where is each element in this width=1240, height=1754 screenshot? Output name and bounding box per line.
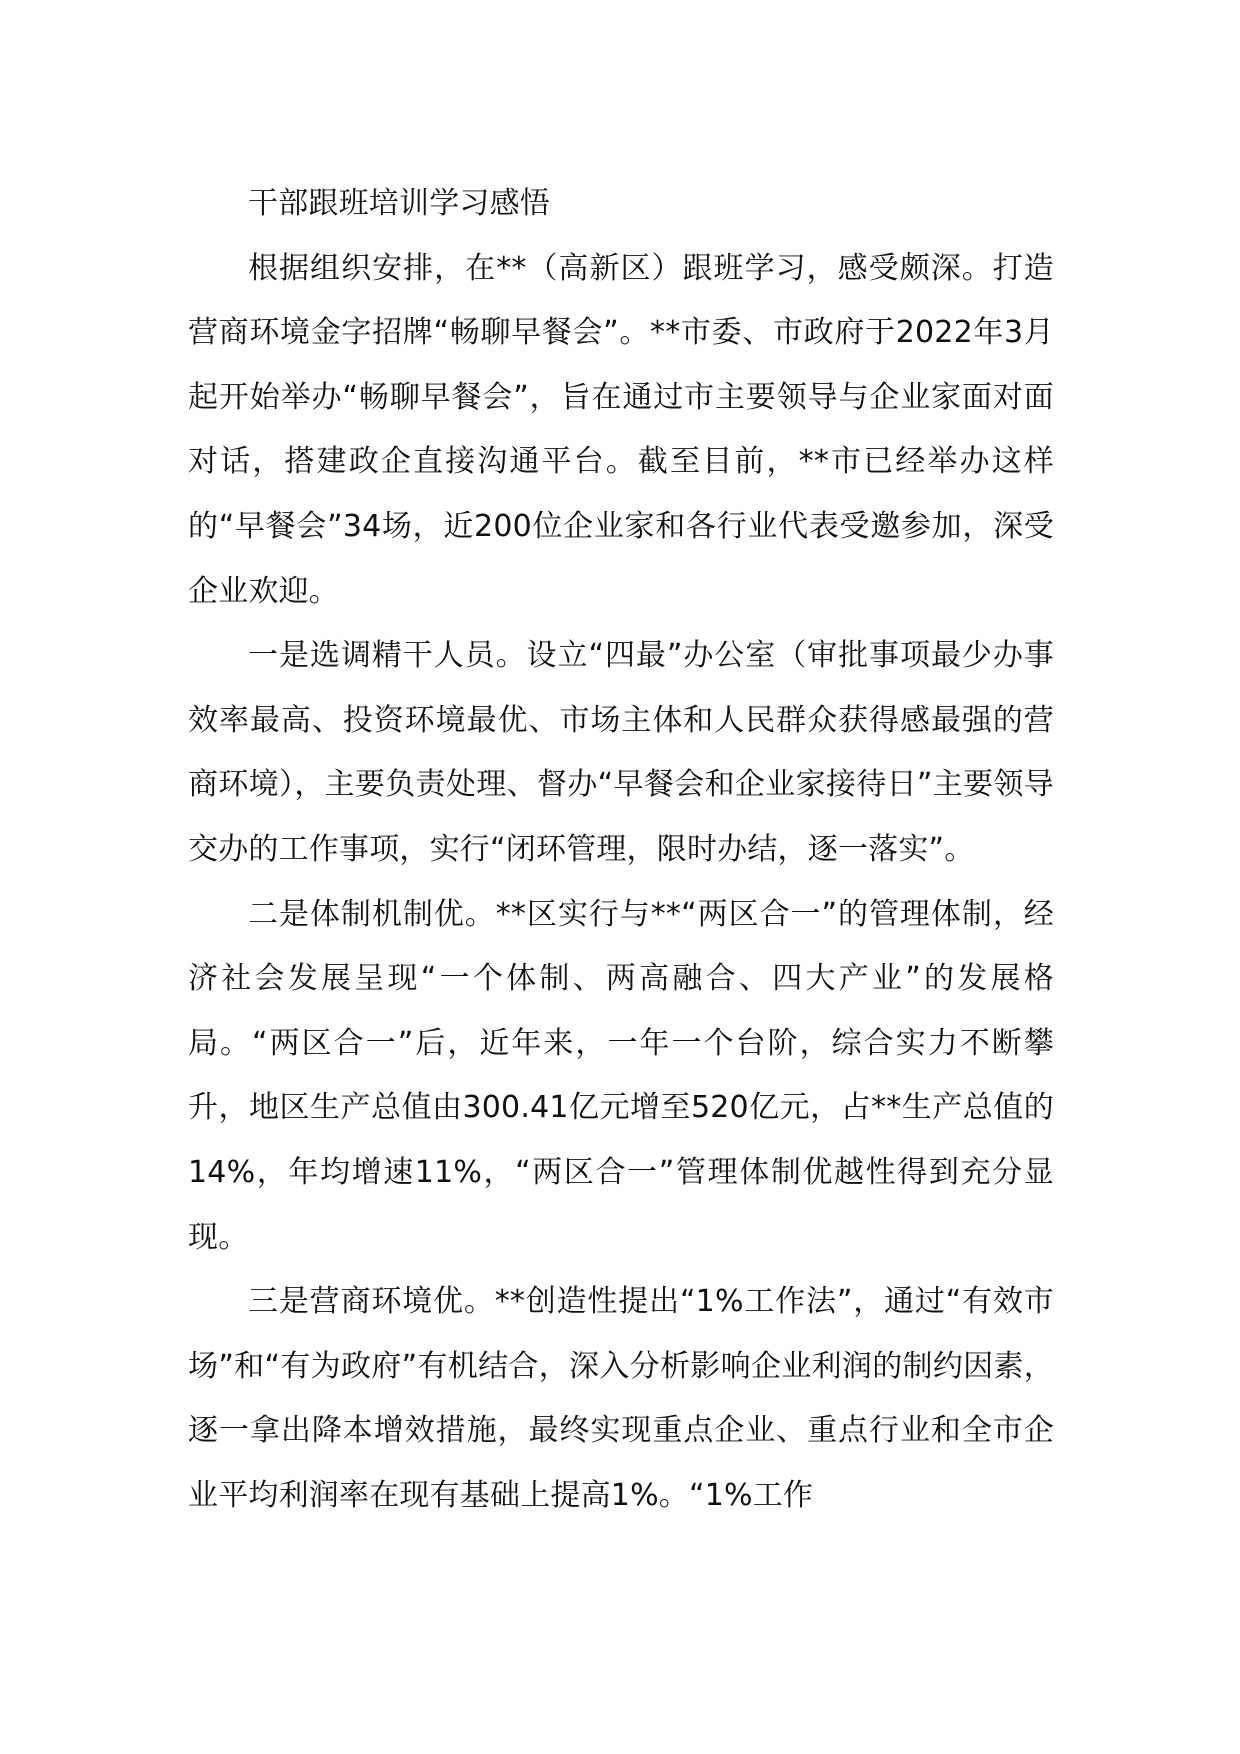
paragraph-intro: 根据组织安排，在**（高新区）跟班学习，感受颇深。打造营商环境金字招牌“畅聊早餐会”。**市委、市政府于2022年3月起开始举办“畅聊早餐会”，旨在通过市主要领导与企业家面对面对话，搭建政企直接沟通平台。截至目前，**市已经举办这样的“早餐会”34场，近200位企业家和各行业代表受邀参加，深受企业欢迎。 bbox=[188, 250, 1054, 609]
paragraph-point-one: 一是选调精干人员。设立“四最”办公室（审批事项最少办事效率最高、投资环境最优、市场主体和人民群众获得感最强的营商环境），主要负责处理、督办“早餐会和企业家接待日”主要领导交办的工作事项，实行“闭环管理，限时办结，逐一落实”。 bbox=[188, 638, 1054, 867]
paragraph-point-two: 二是体制机制优。**区实行与**“两区合一”的管理体制，经济社会发展呈现“一个体制、两高融合、四大产业”的发展格局。“两区合一”后，近年来，一年一个台阶，综合实力不断攀升，地区生产总值由300.41亿元增至520亿元，占**生产总值的14%，年均增速11%，“两区合一”管理体制优越性得到充分显现。 bbox=[188, 896, 1054, 1255]
paragraph-point-three: 三是营商环境优。**创造性提出“1%工作法”，通过“有效市场”和“有为政府”有机结合，深入分析影响企业利润的制约因素，逐一拿出降本增效措施，最终实现重点企业、重点行业和全市企业平均利润率在现有基础上提高1%。“1%工作 bbox=[188, 1284, 1054, 1513]
document-body bbox=[188, 172, 1054, 1528]
document-title: 干部跟班培训学习感悟 bbox=[248, 186, 550, 221]
